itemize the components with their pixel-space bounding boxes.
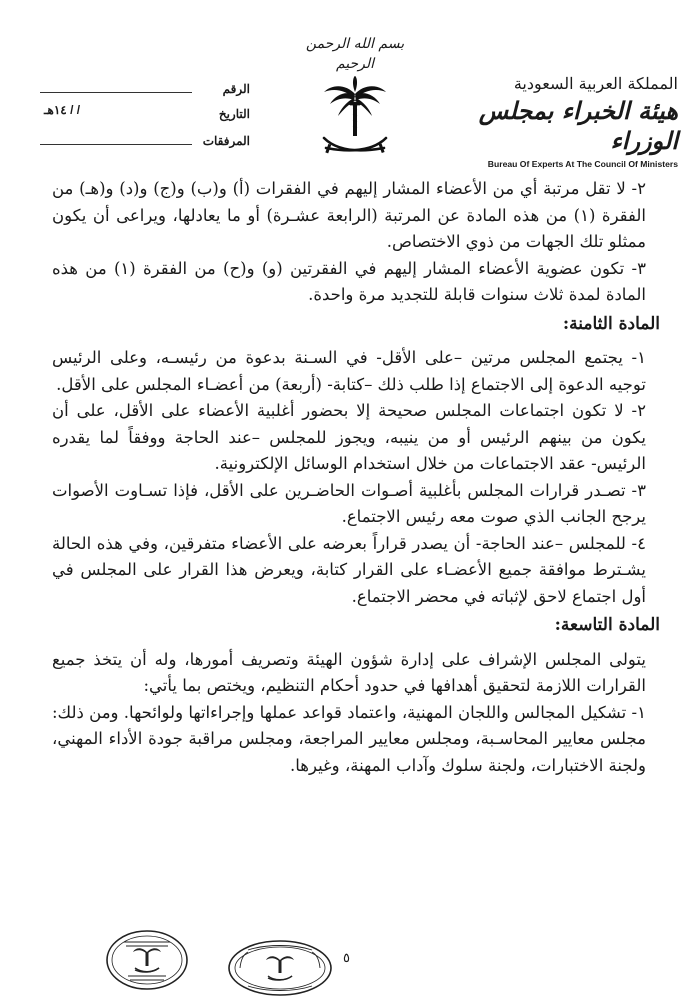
page-number: ٥ [343,951,350,966]
paragraph-article8-item3: ٣- تصـدر قرارات المجلس بأغلبية أصـوات الحاضـرين على الأقل، فإذا تسـاوت الأصوات يرجح الجانب الذي صوت معه رئيس الاجتماع. [52,480,646,526]
attachments-label: المرفقات [202,134,250,148]
org-bureau-name: هيئة الخبراء بمجلس الوزراء [478,96,678,155]
official-stamp-right-icon [226,938,334,998]
paragraph-article7-item2: ٢- لا تقل مرتبة أي من الأعضاء المشار إليهم في الفقرات (أ) و(ب) و(ج) و(د) و(هـ) من الفقرة (١) من هذه المادة عن المرتبة (الرابعة عشـرة) أو ما يعادلها، ويراعى أن يكون ممثلو تلك الجهات من ذوي الاختصاص. [52,179,646,251]
organization-block [453,74,678,169]
date-value: / / ١٤هـ [44,103,81,117]
official-stamp-left-icon [104,928,190,992]
heading-article-8: المادة الثامنة: [562,313,660,334]
date-label: التاريخ [218,107,250,121]
paragraph-article9-item1: ١- تشكيل المجالس واللجان المهنية، واعتماد قواعد عملها وإجراءاتها ولوائحها. ومن ذلك: مجلس معايير المحاسـبة، ومجلس معايير المراجعة، ومجلس مراقبة جودة الأداء المهني، ولجنة الاختبارات، ولجنة سلوك وآداب المهنة، وغيرها. [52,702,646,775]
org-kingdom-name: المملكة العربية السعودية [513,74,678,93]
paragraph-article8-item4: ٤- للمجلس –عند الحاجة- أن يصدر قراراً بعرضه على الأعضاء متفرقين، وفي هذه الحالة يشـترط موافقة جميع الأعضـاء على القرار كتابة، ويعرض هذا القرار على المجلس في أول اجتماع لاحق لإثباته في محضر الاجتماع. [52,533,646,606]
basmala: بسم الله الرحمن الرحيم [305,36,405,72]
attachments-row [40,132,250,158]
heading-article-9: المادة التاسعة: [554,615,660,635]
ref-number-line [40,80,192,93]
attachments-line [40,132,192,145]
reference-block [40,80,250,158]
paragraph-article7-item3: ٣- تكون عضوية الأعضاء المشار إليهم في الفقرتين (و) و(ح) من الفقرة (١) من هذه المادة لمدة ثلاث سنوات قابلة للتجديد مرة واحدة. [52,258,646,304]
paragraph-article8-item1: ١- يجتمع المجلس مرتين –على الأقل- في السـنة بدعوة من رئيسـه، وعلى الرئيس توجيه الدعوة إلى الاجتماع إذا طلب ذلك –كتابة- (أربعة) من أعضـاء المجلس على الأقل. [52,348,646,394]
paragraph-article8-item2: ٢- لا تكون اجتماعات المجلس صحيحة إلا بحضور أغلبية الأعضاء على الأقل، على أن يكون من بينهم الرئيس أو من ينيبه، ويجوز للمجلس –عند الحاجة ووفقاً لما يقدره الرئيس- عقد الاجتماعات من خلال استخدام الوسائل الإلكترونية. [52,401,646,473]
ref-number-label: الرقم [222,82,250,96]
saudi-emblem-icon [318,76,392,162]
date-row [40,103,250,132]
letterhead-center [300,34,410,162]
date-field [40,103,192,118]
paragraph-article9-intro: يتولى المجلس الإشراف على إدارة شؤون الهيئة وتصريف أمورها، وله أن يتخذ جميع القرارات اللازمة لتحقيق أهدافها في حدود أحكام التنظيم، ويختص بما يأتي: [52,649,646,695]
document-body [52,176,660,779]
org-english-name: Bureau Of Experts At The Council Of Ministers [487,159,678,169]
